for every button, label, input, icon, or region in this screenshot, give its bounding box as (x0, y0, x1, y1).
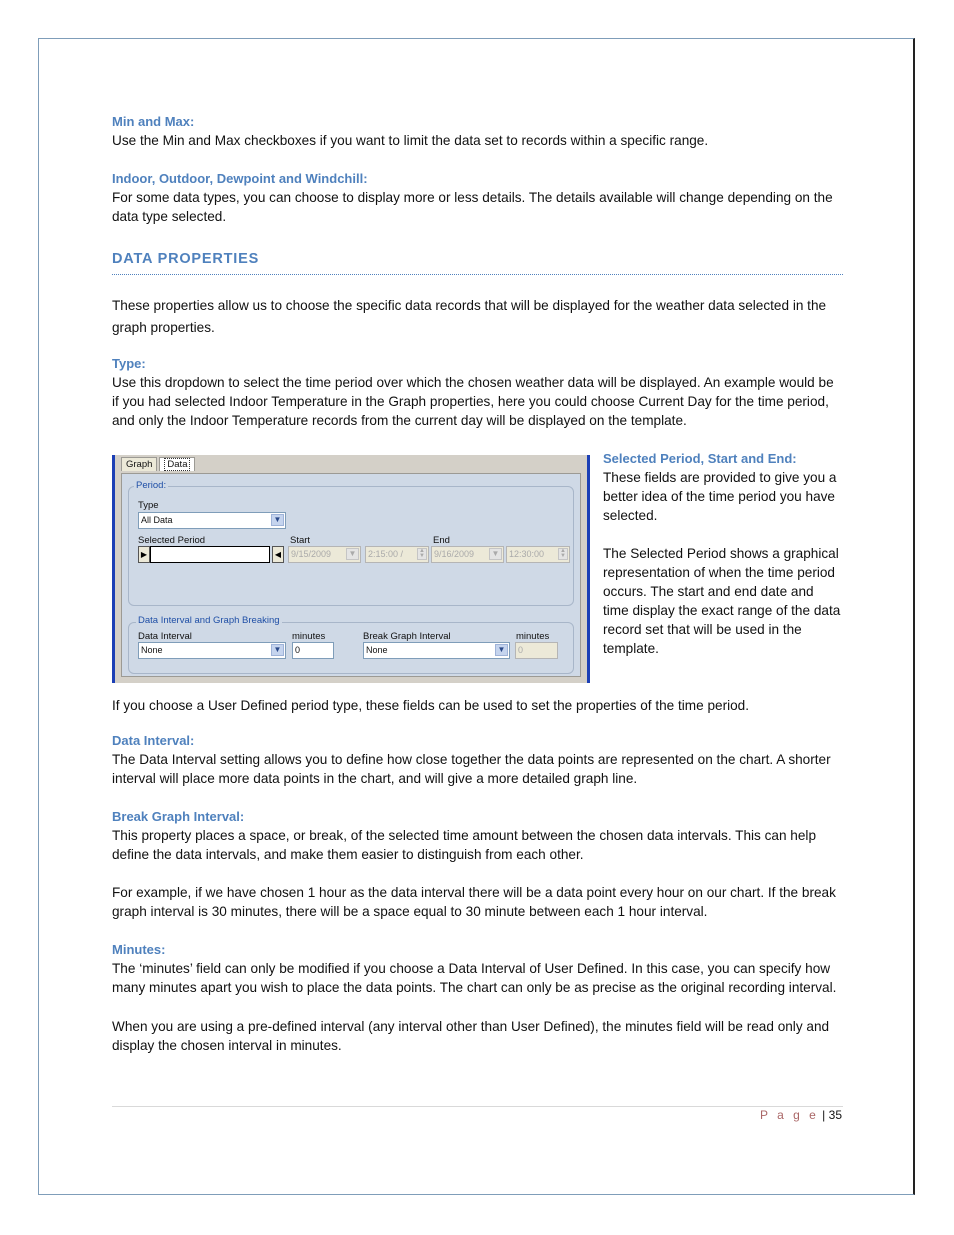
section-title: DATA PROPERTIES (112, 251, 260, 267)
end-date-picker[interactable] (431, 546, 504, 563)
selected-period-bar[interactable] (150, 546, 270, 563)
end-time-value: 12:30:00 (509, 549, 545, 559)
break-text: This property places a space, or break, of the selected time amount between the chosen data intervals. This can help define the data intervals, and make them easier to distinguish from each other. (112, 828, 817, 862)
page-label: P a g e (760, 1108, 819, 1122)
break-interval-label: Break Graph Interval (363, 631, 451, 642)
section-rule (112, 274, 843, 275)
min-max-heading: Min and Max: (112, 114, 195, 129)
start-time-value: 2:15:00 / (368, 549, 404, 559)
selected-period-label: Selected Period (138, 535, 206, 546)
data-interval-label: Data Interval (138, 631, 192, 642)
footer-rule (112, 1106, 843, 1107)
type-dropdown[interactable] (138, 512, 286, 529)
start-date-value: 9/15/2009 (291, 549, 332, 559)
end-time-field[interactable] (506, 546, 570, 563)
chevron-down-icon[interactable]: ▼ (495, 644, 508, 656)
spin-icon[interactable]: ▲ ▼ (417, 548, 427, 560)
spin-icon[interactable]: ▲ ▼ (558, 548, 568, 560)
side-text-2: The Selected Period shows a graphical representation of when the time period occurs. The start and end date and time display the exact range of the data record set that will be used in the template. (603, 546, 841, 656)
type-label: Type (138, 500, 159, 511)
period-group-label: Period: (136, 480, 167, 491)
end-label: End (433, 535, 450, 546)
tab-data[interactable]: Data (159, 457, 195, 471)
page-footer (760, 1108, 842, 1122)
indoor-text: For some data types, you can choose to display more or less details. The details available will change depending on the data type selected. (112, 190, 833, 224)
break-example-text: For example, if we have chosen 1 hour as the data interval there will be a data point every hour on our chart. If the break graph interval is 30 minutes, there will be a space equal to 30 minute between each 1 hour interval. (112, 885, 836, 919)
start-label: Start (290, 535, 311, 546)
type-value: All Data (141, 515, 173, 525)
data-interval-heading: Data Interval: (112, 733, 195, 748)
interval-group-label: Data Interval and Graph Breaking (138, 615, 280, 626)
type-heading: Type: (112, 356, 146, 371)
data-interval-text: The Data Interval setting allows you to define how close together the data points are represented on the chart. A shorter interval will place more data points in the chart, and will give a more detailed graph line. (112, 752, 831, 786)
minutes-input[interactable]: 0 (292, 642, 334, 659)
side-text-1: These fields are provided to give you a better idea of the time period you have selected. (603, 470, 837, 523)
minutes-text-2: When you are using a pre-defined interval (any interval other than User Defined), the minutes field will be read only and display the chosen interval in minutes. (112, 1019, 830, 1053)
period-prev-icon[interactable]: ◀ (272, 546, 284, 563)
intro-text: These properties allow us to choose the specific data records that will be displayed for the weather data selected in the graph properties. (112, 298, 827, 335)
min-max-text: Use the Min and Max checkboxes if you want to limit the data set to records within a specific range. (112, 133, 709, 148)
minutes-text-1: The ‘minutes’ field can only be modified if you choose a Data Interval of User Defined. In this case, you can specify how many minutes apart you wish to place the data points. The chart can only be as precise as the original recording interval. (112, 961, 837, 995)
break-heading: Break Graph Interval: (112, 809, 245, 824)
type-text: Use this dropdown to select the time period over which the chosen weather data will be displayed. An example would be if you had selected Indoor Temperature in the Graph properties, here you could choose Current Day for the time period, and only the Indoor Temperature records from the current day will be displayed on the template. (112, 375, 834, 428)
minutes-heading: Minutes: (112, 942, 166, 957)
user-defined-text: If you choose a User Defined period type, these fields can be used to set the properties of the time period. (112, 698, 750, 713)
data-properties-dialog (112, 455, 590, 683)
break-interval-dropdown[interactable] (363, 642, 510, 659)
side-heading: Selected Period, Start and End: (603, 451, 797, 466)
minutes2-label: minutes (516, 631, 550, 642)
break-interval-value: None (366, 645, 388, 655)
data-tab-pane (121, 473, 581, 677)
calendar-dropdown-icon[interactable]: ▼ (489, 548, 502, 560)
break-minutes-input[interactable]: 0 (515, 642, 558, 659)
data-interval-dropdown[interactable] (138, 642, 286, 659)
end-date-value: 9/16/2009 (434, 549, 475, 559)
start-time-field[interactable] (365, 546, 429, 563)
period-next-icon[interactable]: ▶ (138, 546, 150, 563)
tab-graph[interactable]: Graph (121, 457, 157, 471)
data-interval-value: None (141, 645, 163, 655)
page-separator: | (822, 1108, 826, 1122)
chevron-down-icon[interactable]: ▼ (271, 514, 284, 526)
page-number: 35 (828, 1108, 842, 1122)
indoor-heading: Indoor, Outdoor, Dewpoint and Windchill: (112, 171, 368, 186)
calendar-dropdown-icon[interactable]: ▼ (346, 548, 359, 560)
minutes-label: minutes (292, 631, 326, 642)
chevron-down-icon[interactable]: ▼ (271, 644, 284, 656)
start-date-picker[interactable] (288, 546, 361, 563)
